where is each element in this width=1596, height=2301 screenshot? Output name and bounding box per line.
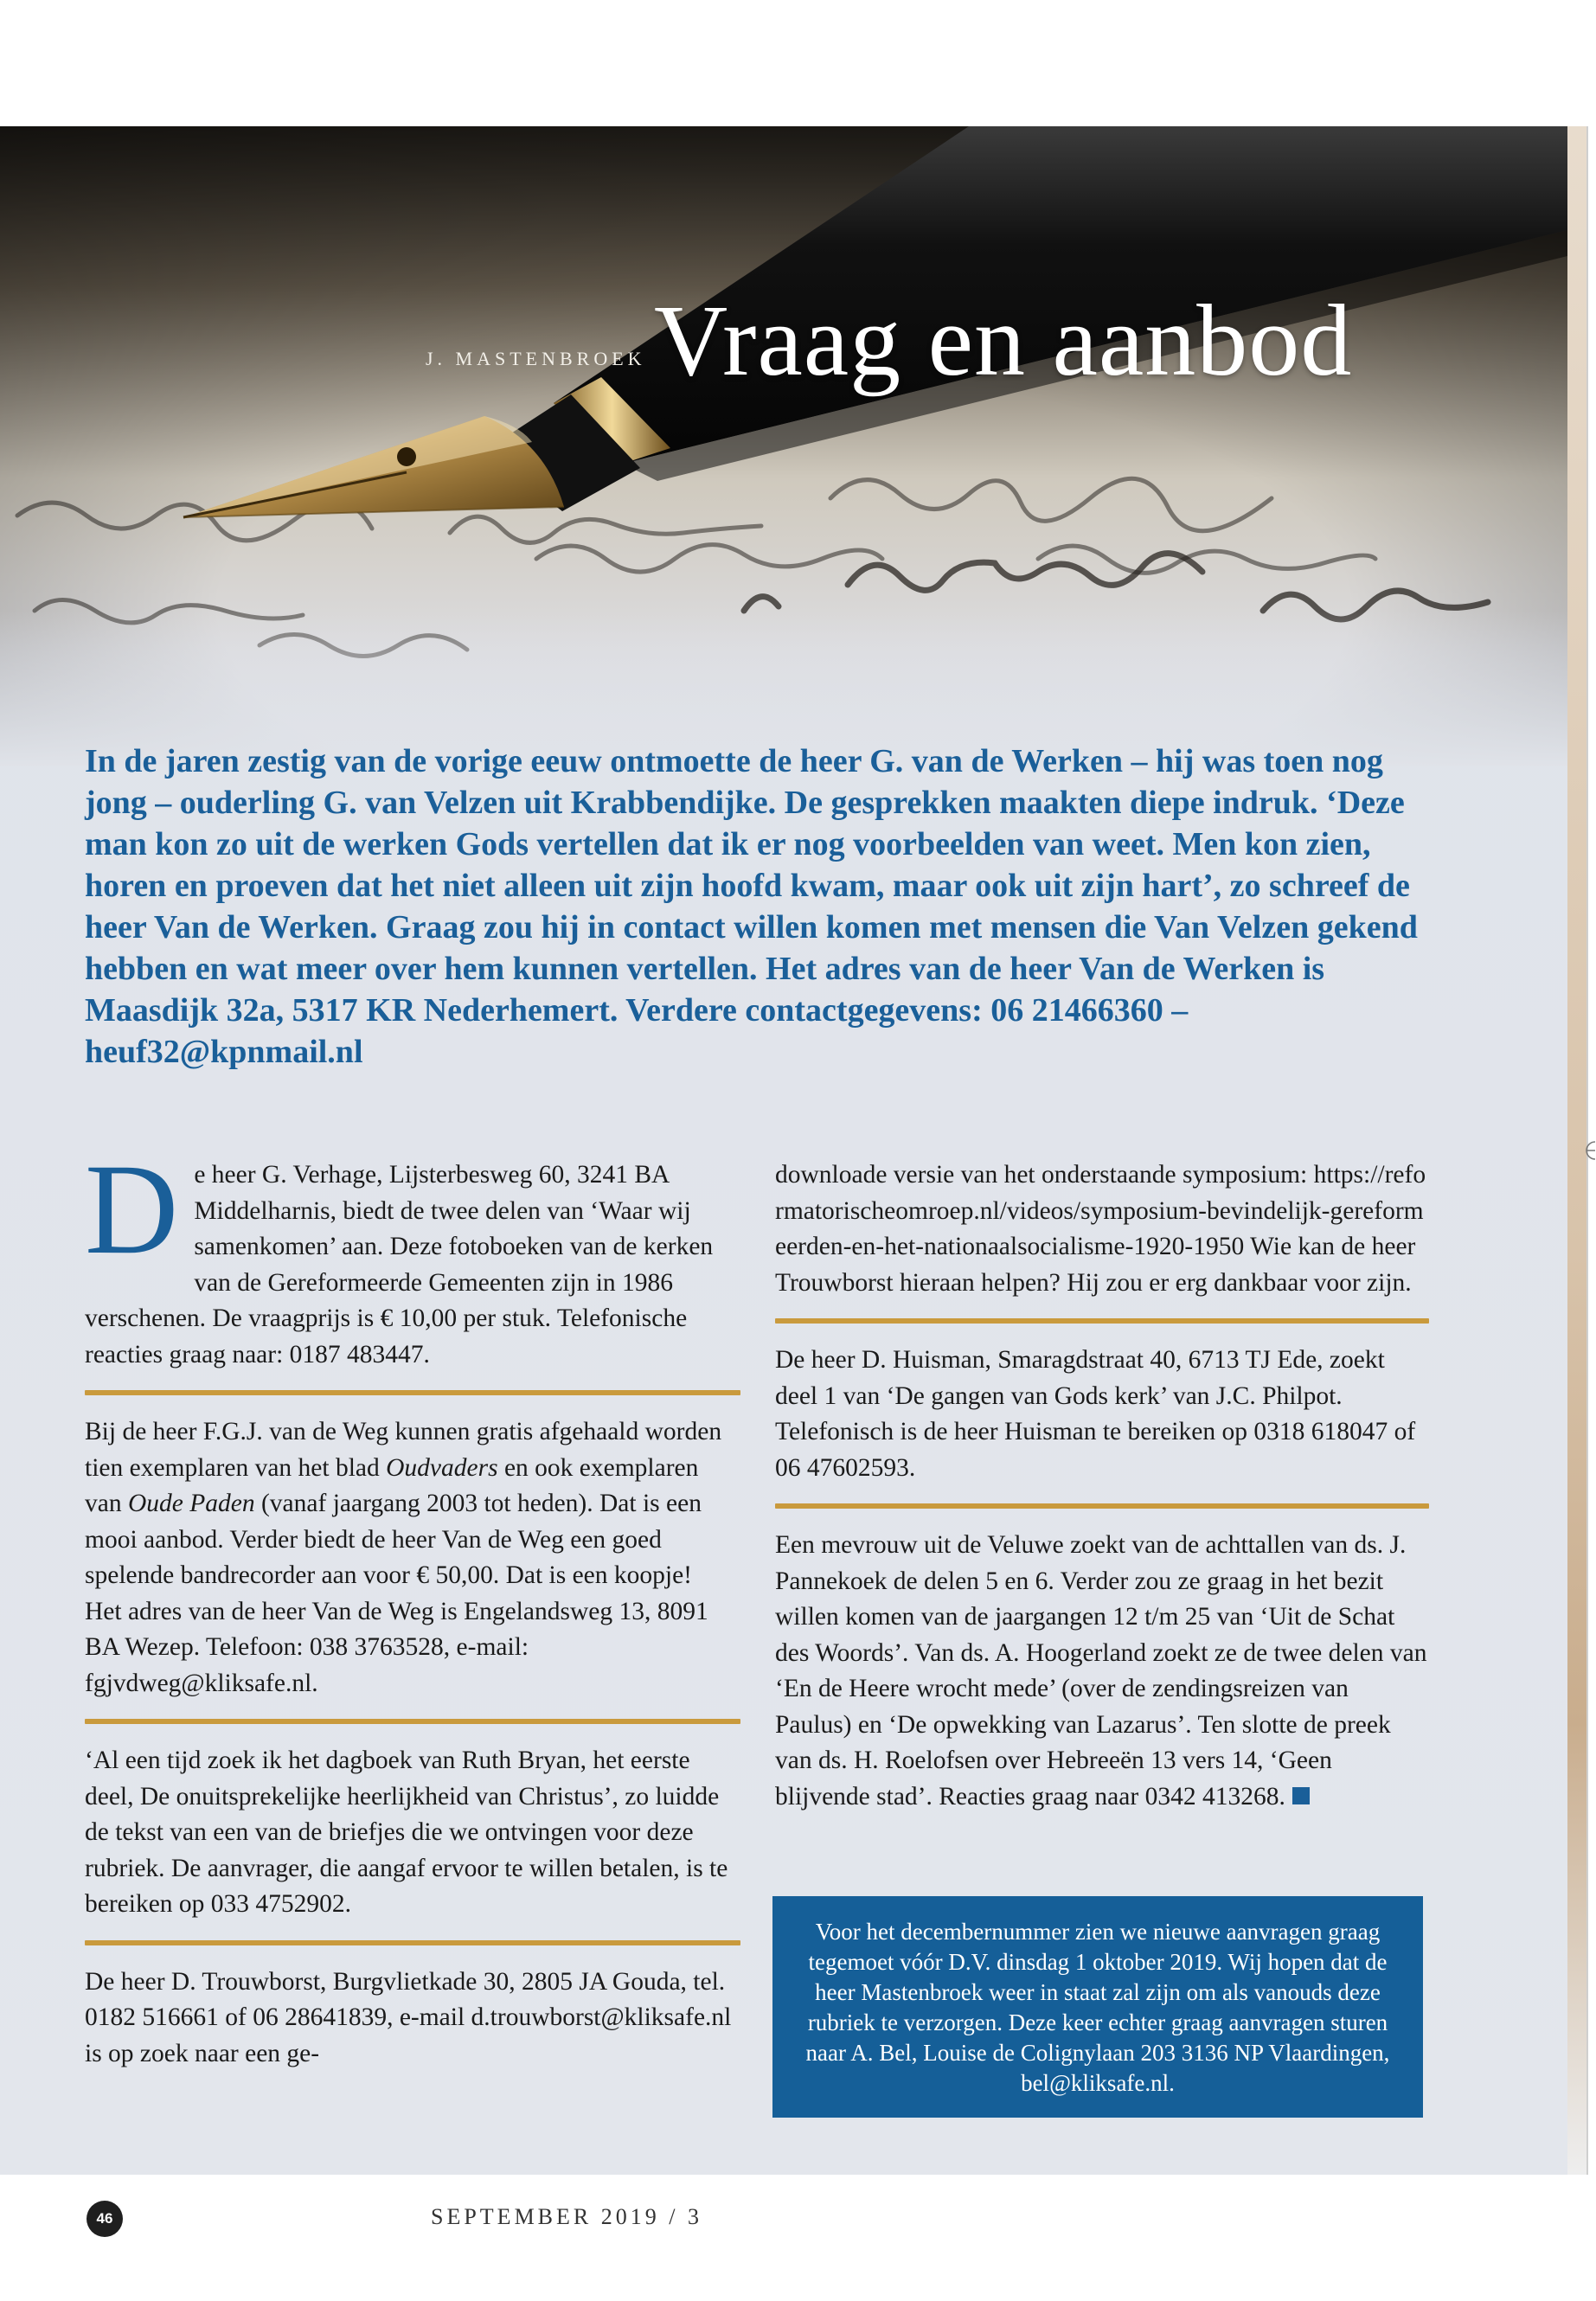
item-huisman: De heer D. Huisman, Smaragdstraat 40, 6713 TJ Ede, zoekt deel 1 van ‘De gangen van Gods kerk’ van J.C. Philpot. Telefonisch is de heer Huisman te bereiken op 0318 618047 of 06 47602593. (775, 1346, 1416, 1482)
item-van-de-weg-address: Het adres van de heer Van de Weg is Engelandsweg 13, 8091 BA Wezep. Telefoon: 038 3763528, e-mail: fgjvdweg@kliksafe.nl. (85, 1597, 708, 1697)
item-trouwborst: De heer D. Trouwborst, Burgvlietkade 30, 2805 JA Gouda, tel. 0182 516661 of 06 28641839, e-mail d.trouwborst@kliksafe.nl is op zoek naar een ge- (85, 1967, 732, 2067)
left-column (85, 1138, 740, 2072)
page-number-badge: 46 (87, 2201, 123, 2237)
section-divider (775, 1503, 1429, 1509)
end-of-article-mark-icon (1292, 1787, 1310, 1804)
item-ruth-bryan: ‘Al een tijd zoek ik het dagboek van Ruth Bryan, het eerste deel, De onuitsprekelijke heerlijkheid van Christus’, zo luidde de tekst van een van de briefjes die we ontvingen voor deze rubriek. De aanvrager, die aangaf ervoor te willen betalen, is te bereiken op 033 4752902. (85, 1747, 728, 1918)
page-edge-right (1567, 126, 1586, 2175)
hero-photo-fountain-pen (0, 126, 1567, 766)
item-trouwborst-continued: downloade versie van het onderstaande symposium: https://reformatorischeomroep.nl/videos/symposium-bevindelijk-gereformeerden-en-het-nationaalsocialisme-1920-1950 Wie kan de heer Trouwborst hieraan helpen? Hij zou er erg dankbaar voor zijn. (775, 1161, 1426, 1297)
item-veluwe: Een mevrouw uit de Veluwe zoekt van de achttallen van ds. J. Pannekoek de delen 5 en 6. Verder zou ze graag in het bezit willen komen van de jaargangen 12 t/m 25 van ‘Uit de Schat des Woords’. Van ds. A. Hoogerland zoekt ze de twee delen van ‘En de Heere wrocht mede’ (over de zendingsreizen van Paulus) en ‘De opwekking van Lazarus’. Ten slotte de preek van ds. H. Roelofsen over Hebreeën 13 vers 14, ‘Geen blijvende stad’. Reacties graag naar 0342 413268. (775, 1531, 1427, 1811)
section-divider (85, 1719, 740, 1724)
issue-label: SEPTEMBER 2019 / 3 (431, 2204, 702, 2229)
item-verhage: De heer G. Verhage, Lijsterbesweg 60, 3241 BA Middelharnis, biedt de twee delen van ‘Waar wij samenkomen’ aan. Deze fotoboeken van de kerken van de Gereformeerde Gemeenten zijn in 1986 verschenen. De vraagprijs is € 10,00 per stuk. Telefonische reacties graag naar: 0187 483447. (85, 1138, 714, 1368)
intro-paragraph: In de jaren zestig van de vorige eeuw ontmoette de heer G. van de Werken – hij was toen nog jong – ouderling G. van Velzen uit Krabbendijke. De gesprekken maakten diepe indruk. ‘Deze man kon zo uit de werken Gods vertellen dat ik er nog voorbeelden van weet. Men kon zien, horen en proeven dat het niet alleen uit zijn hoofd kwam, maar ook uit zijn hart’, zo schreef de heer Van de Werken. Graag zou hij in contact willen komen met mensen die Van Velzen gekend hebben en wat meer over hem kunnen vertellen. Het adres van de heer Van de Werken is Maasdijk 32a, 5317 KR Nederhemert. Verdere contactgegevens: 06 21466360 – heuf32@kpnmail.nl (85, 743, 1418, 1070)
article-title: Vraag en aanbod (654, 284, 1353, 397)
item-van-de-weg: Bij de heer F.G.J. van de Weg kunnen gratis afgehaald worden tien exemplaren van het blad Oudvaders en ook exemplaren van Oude Paden (vanaf jaargang 2003 tot heden). Dat is een mooi aanbod. Verder biedt de heer Van de Weg een goed spelende bandrecorder aan voor € 50,00. Dat is een koopje! (85, 1418, 722, 1589)
drop-cap: D (85, 1138, 179, 1281)
section-divider (85, 1940, 740, 1945)
fountain-pen-illustration (0, 126, 1567, 766)
magazine-page (0, 126, 1567, 2229)
author-byline: J. MASTENBROEK (426, 348, 646, 369)
section-divider (775, 1318, 1429, 1324)
registration-mark-icon (1586, 1140, 1595, 1161)
section-divider (85, 1390, 740, 1395)
editorial-notice-box: Voor het decembernummer zien we nieuwe aanvragen graag tegemoet vóór D.V. dinsdag 1 oktober 2019. Wij hopen dat de heer Mastenbroek weer in staat zal zijn om als vanouds deze rubriek te verzorgen. Deze keer echter graag aanvragen sturen naar A. Bel, Louise de Colignylaan 203 3136 NP Vlaardingen, bel@kliksafe.nl. (772, 1896, 1423, 2118)
right-column (775, 1157, 1429, 1815)
